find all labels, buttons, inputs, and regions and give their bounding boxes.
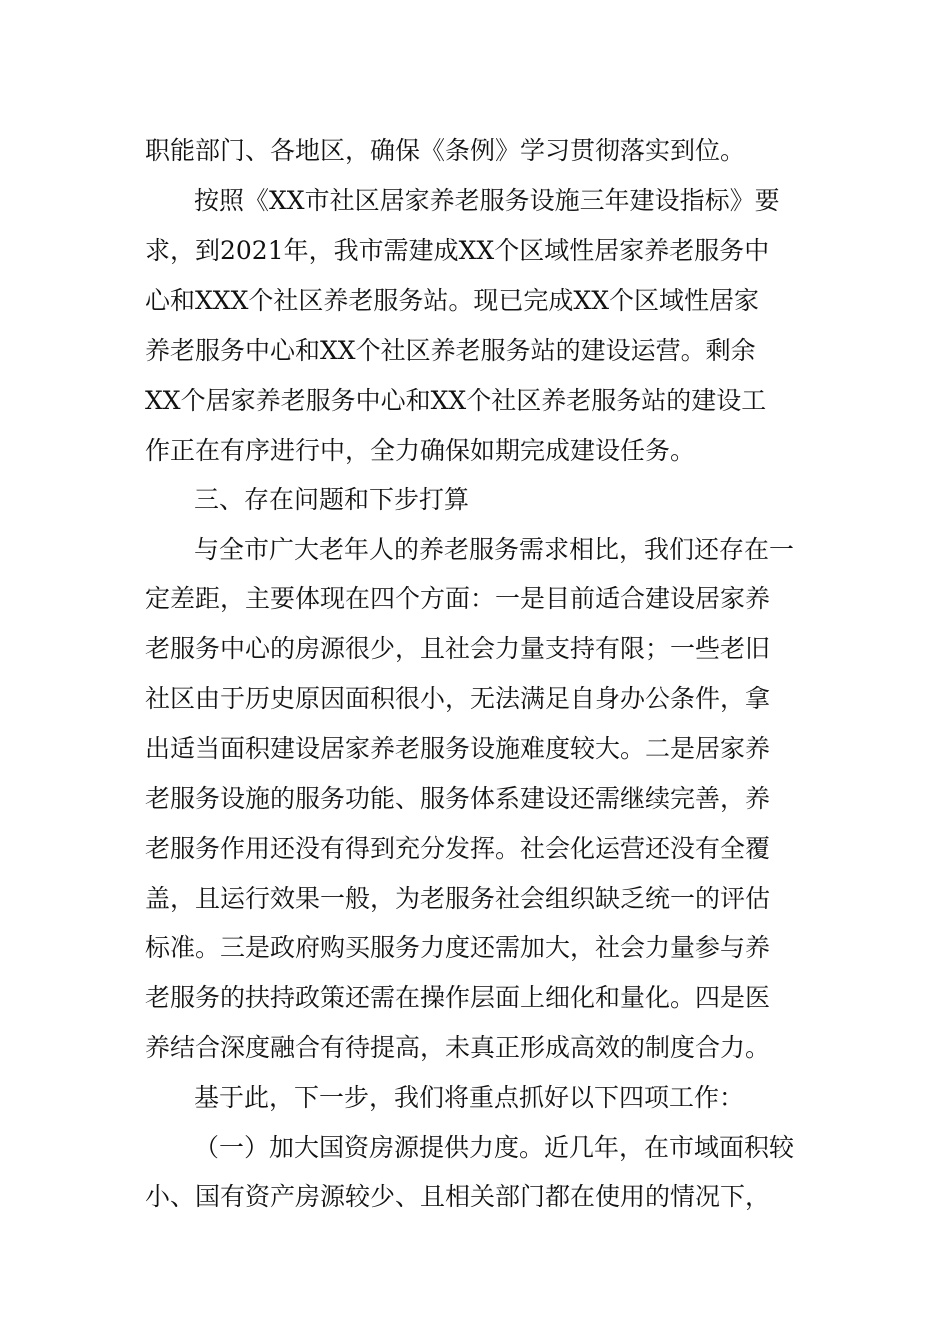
text-line: 心和XXX个社区养老服务站。现已完成XX个区域性居家 [145,286,759,315]
text-line: XX个居家养老服务中心和XX个社区养老服务站的建设工 [145,386,767,415]
text-line: 老服务中心的房源很少，且社会力量支持有限；一些老旧 [145,634,771,663]
text-line: 标准。三是政府购买服务力度还需加大，社会力量参与养 [145,933,771,962]
text-line: 与全市广大老年人的养老服务需求相比，我们还存在一 [194,535,795,564]
text-line: 求，到2021年，我市需建成XX个区域性居家养老服务中 [145,236,770,265]
text-line: 盖，且运行效果一般，为老服务社会组织缺乏统一的评估 [145,884,771,913]
text-line: 社区由于历史原因面积很小，无法满足自身办公条件，拿 [145,684,771,713]
text-line: 职能部门、各地区，确保《条例》学习贯彻落实到位。 [145,136,746,165]
text-line: 定差距，主要体现在四个方面：一是目前适合建设居家养 [145,584,771,613]
text-line: （一）加大国资房源提供力度。近几年，在市域面积较 [194,1133,795,1162]
text-line: 养老服务中心和XX个社区养老服务站的建设运营。剩余 [145,336,756,365]
text-line: 出适当面积建设居家养老服务设施难度较大。二是居家养 [145,734,771,763]
text-line: 基于此，下一步，我们将重点抓好以下四项工作： [194,1083,745,1112]
text-line: 作正在有序进行中，全力确保如期完成建设任务。 [145,436,696,465]
text-line: 老服务的扶持政策还需在操作层面上细化和量化。四是医 [145,983,771,1012]
text-line: 按照《XX市社区居家养老服务设施三年建设指标》要 [194,186,780,215]
text-line: 小、国有资产房源较少、且相关部门都在使用的情况下， [145,1182,771,1211]
section-heading: 三、存在问题和下步打算 [194,485,470,514]
text-line: 老服务设施的服务功能、服务体系建设还需继续完善，养 [145,784,771,813]
text-line: 老服务作用还没有得到充分发挥。社会化运营还没有全覆 [145,834,771,863]
text-line: 养结合深度融合有待提高，未真正形成高效的制度合力。 [145,1033,771,1062]
